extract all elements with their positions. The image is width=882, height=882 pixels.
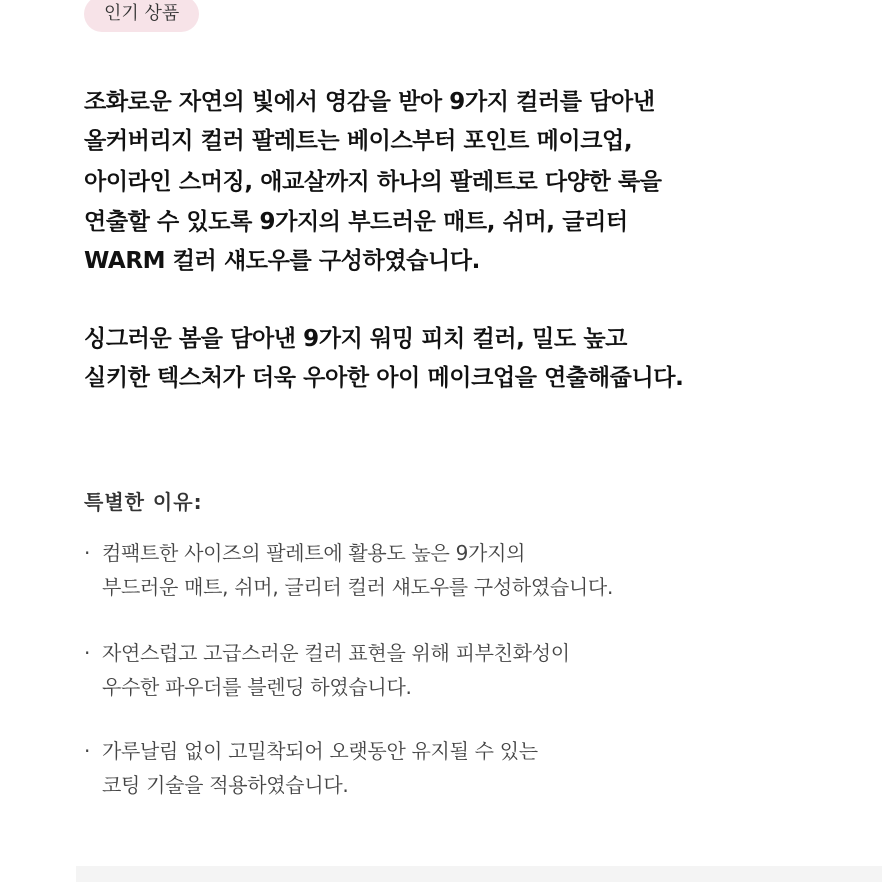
description-line: 조화로운 자연의 빛에서 영감을 받아 9가지 컬러를 담아낸 (84, 89, 655, 115)
badge-label: 인기 상품 (104, 3, 180, 24)
description-line: 연출할 수 있도록 9가지의 부드러운 매트, 쉬머, 글리터 (84, 209, 628, 235)
reason-line: 컴팩트한 사이즈의 팔레트에 활용도 높은 9가지의 (102, 541, 526, 565)
reason-line: 우수한 파우더를 블렌딩 하였습니다. (102, 675, 412, 699)
bullet: · (84, 739, 91, 763)
description-line: 실키한 텍스처가 더욱 우아한 아이 메이크업을 연출해줍니다. (84, 365, 684, 391)
reason-line: 부드러운 매트, 쉬머, 글리터 컬러 섀도우를 구성하였습니다. (102, 575, 613, 599)
popular-product-badge (84, 0, 199, 32)
bullet: · (84, 541, 91, 565)
special-reasons-title: 특별한 이유: (84, 490, 203, 514)
reason-line: 코팅 기술을 적용하였습니다. (102, 773, 349, 797)
bullet: · (84, 641, 91, 665)
footer-divider-bar (76, 866, 882, 882)
reason-line: 가루날림 없이 고밀착되어 오랫동안 유지될 수 있는 (102, 739, 538, 763)
description-line: WARM 컬러 섀도우를 구성하였습니다. (84, 248, 480, 274)
description-line: 아이라인 스머징, 애교살까지 하나의 팔레트로 다양한 룩을 (84, 169, 662, 195)
description-line: 올커버리지 컬러 팔레트는 베이스부터 포인트 메이크업, (84, 128, 633, 154)
description-line: 싱그러운 봄을 담아낸 9가지 워밍 피치 컬러, 밀도 높고 (84, 326, 627, 352)
reason-line: 자연스럽고 고급스러운 컬러 표현을 위해 피부친화성이 (102, 641, 570, 665)
